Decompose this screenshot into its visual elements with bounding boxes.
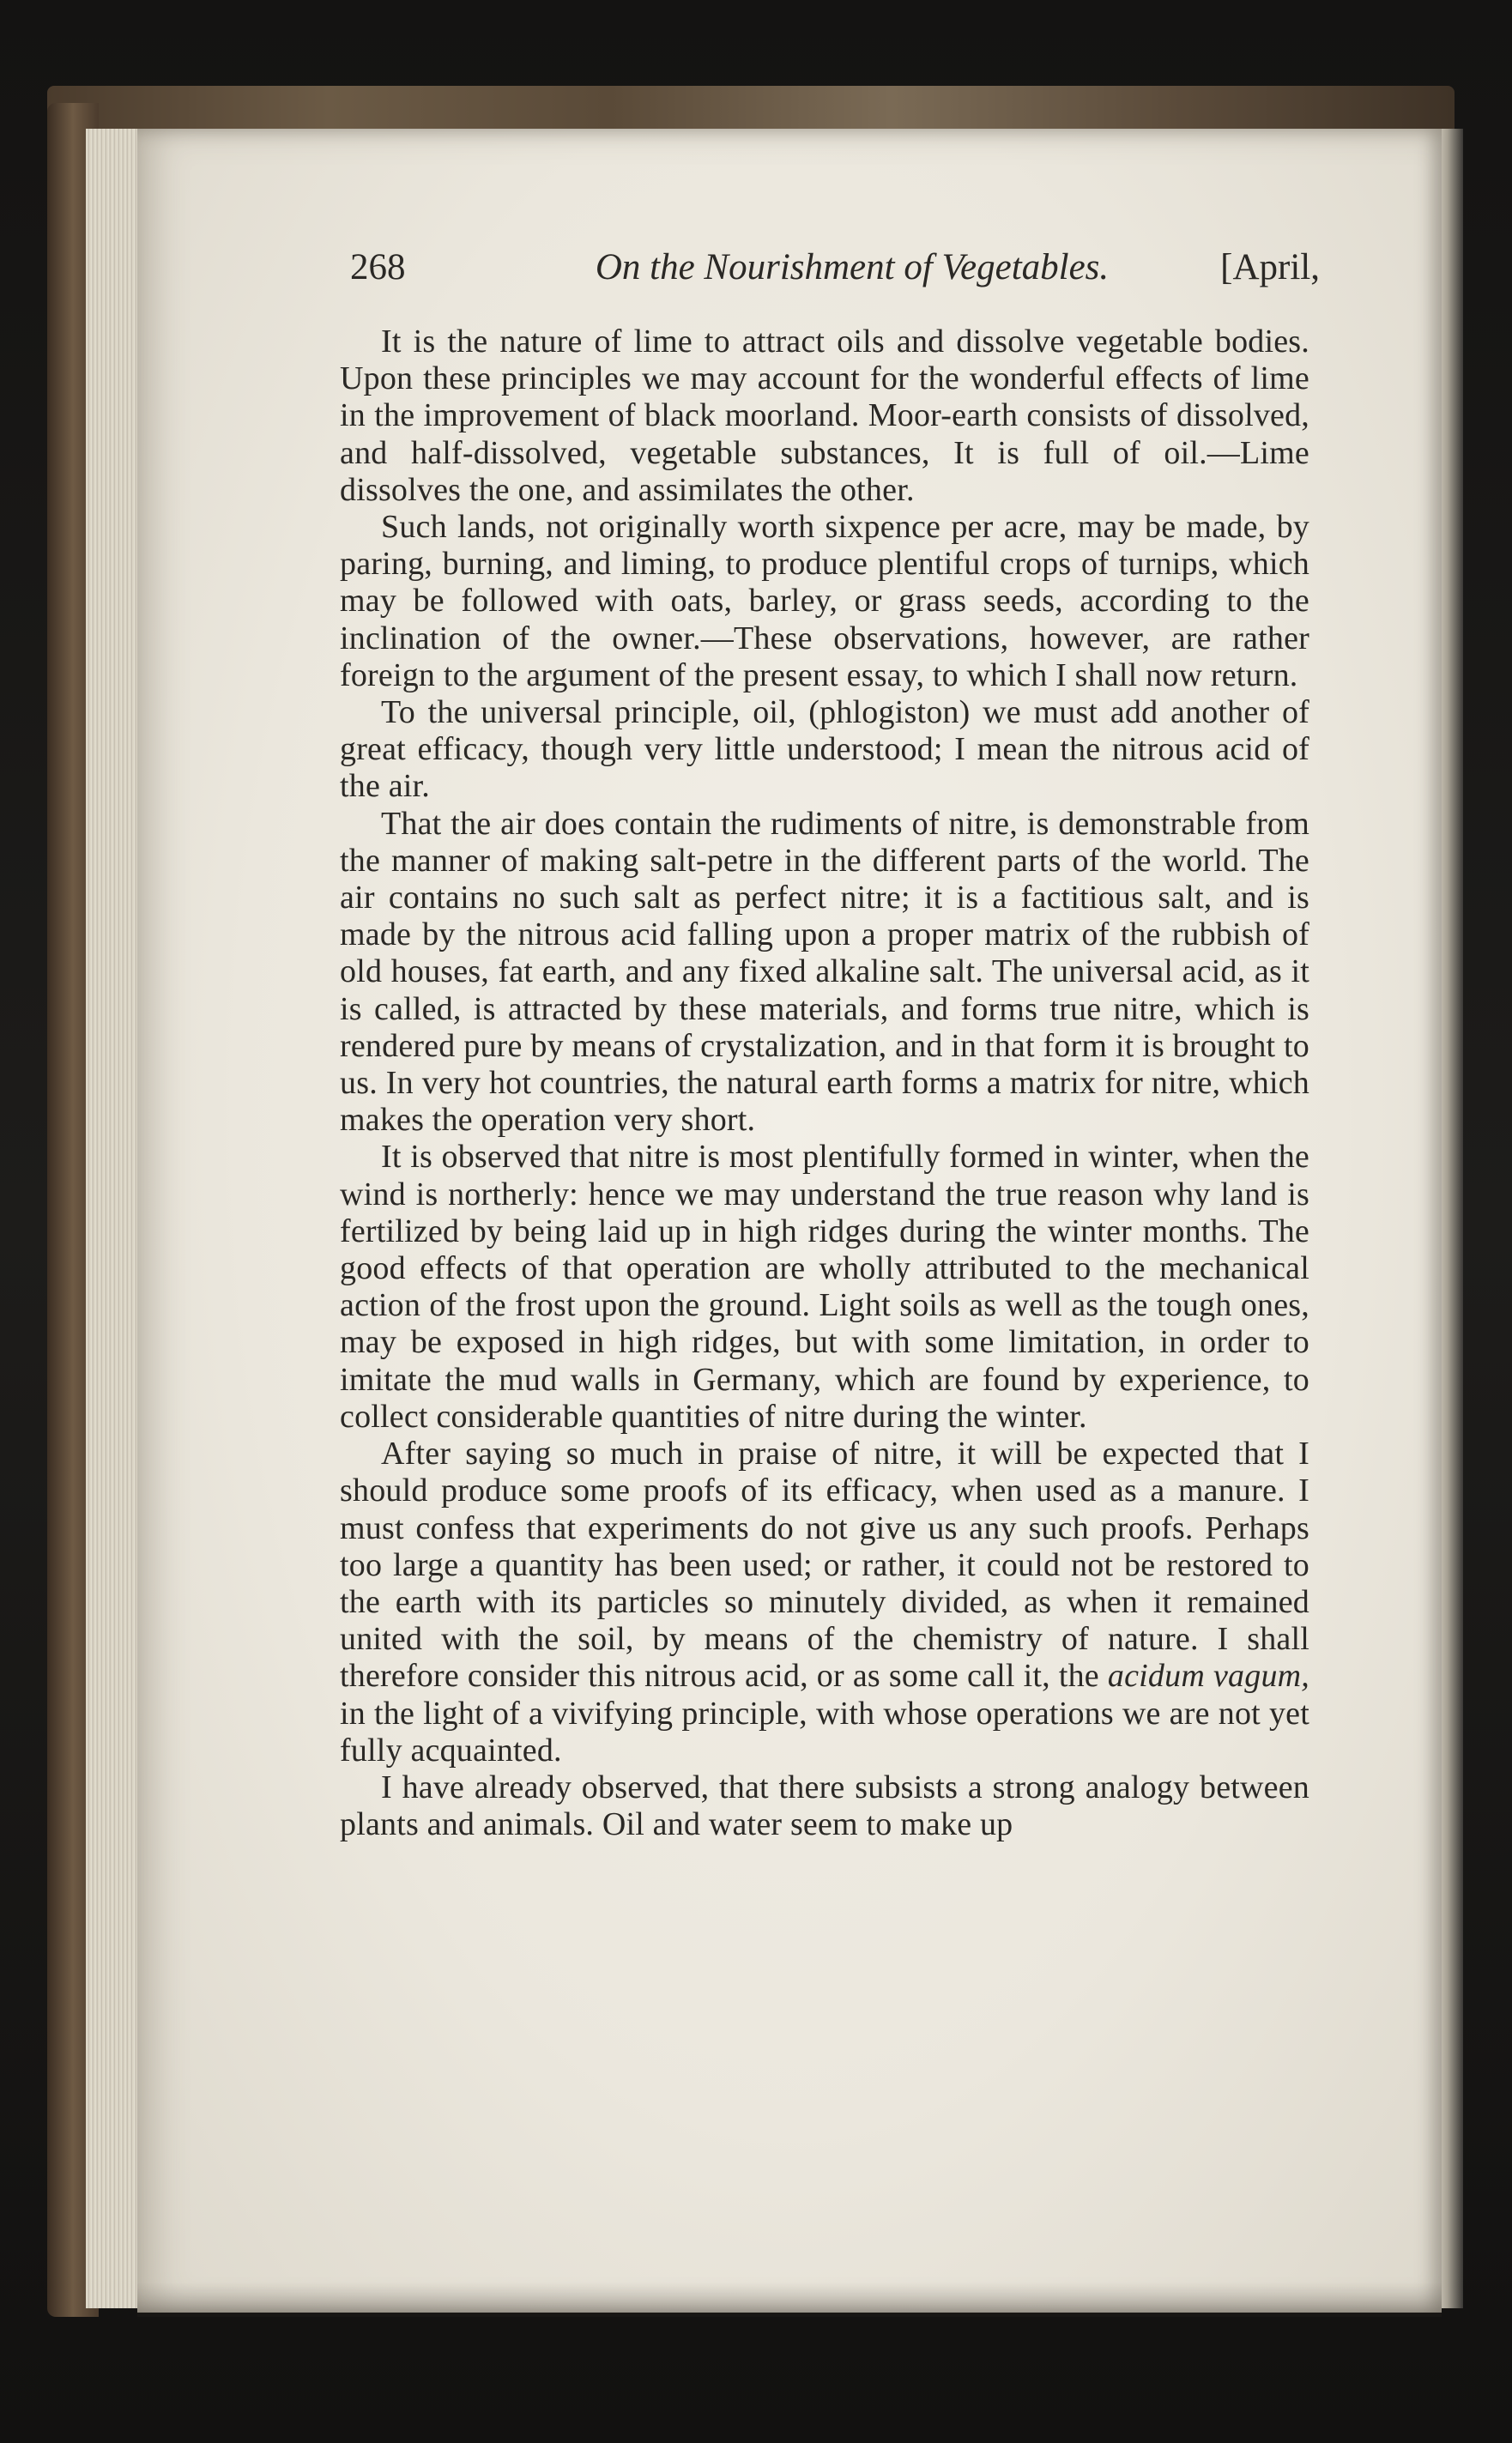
paragraph-3: To the universal principle, oil, (phlogiston) we must add another of great efficacy, though very little understood; I mean the nitrous acid of the air. <box>340 694 1309 805</box>
body-text <box>340 324 1309 1843</box>
paragraph-7: I have already observed, that there subsists a strong analogy between plants and animals. Oil and water seem to make up <box>340 1769 1309 1843</box>
running-head <box>196 247 1320 287</box>
paragraph-6-italic: acidum vagum, <box>1107 1658 1309 1695</box>
running-date: [April, <box>1220 247 1320 287</box>
running-title: On the Nourishment of Vegetables. <box>595 247 1110 287</box>
paragraph-6-start: After saying so much in praise of nitre, it will be expected that I should produce some proofs of its efficacy, when used as a manure. I must confess that experiments do not give us any such proofs. Perhaps too large a quantity has been used; or rather, it could not be restored to the earth with its particles so minutely divided, as when it remained united with the soil, by means of the chemistry of nature. I shall therefore consider this nitrous acid, or as some call it, the <box>340 1436 1309 1695</box>
paragraph-5: It is observed that nitre is most plentifully formed in winter, when the wind is northerly: hence we may understand the true reason why land is fertilized by being laid up in high ridges during the winter months. The good effects of that operation are wholly attributed to the mechanical action of the frost upon the ground. Light soils as well as the tough ones, may be exposed in high ridges, but with some limitation, in order to imitate the mud walls in Germany, which are found by experience, to collect considerable quantities of nitre during the winter. <box>340 1139 1309 1435</box>
page-content <box>196 247 1320 1843</box>
page-bottom-shadow <box>137 2283 1442 2317</box>
paragraph-2: Such lands, not originally worth sixpence per acre, may be made, by paring, burning, and liming, to produce plentiful crops of turnips, which may be followed with oats, barley, or grass seeds, according to the inclination of the owner.—These observations, however, are rather foreign to the argument of the present essay, to which I shall now return. <box>340 509 1309 693</box>
page-number: 268 <box>350 247 406 287</box>
paragraph-6 <box>340 1436 1309 1769</box>
paragraph-1: It is the nature of lime to attract oils and dissolve vegetable bodies. Upon these principles we may account for the wonderful effects of lime in the improvement of black moorland. Moor-earth consists of dissolved, and half-dissolved, vegetable substances, It is full of oil.—Lime dissolves the one, and assimilates the other. <box>340 324 1309 508</box>
paragraph-6-end: in the light of a vivifying principle, with whose operations we are not yet fully acquainted. <box>340 1695 1309 1769</box>
paragraph-4: That the air does contain the rudiments of nitre, is demonstrable from the manner of making salt-petre in the different parts of the world. The air contains no such salt as perfect nitre; it is a factitious salt, and is made by the nitrous acid falling upon a proper matrix of the rubbish of old houses, fat earth, and any fixed alkaline salt. The universal acid, as it is called, is attracted by these materials, and forms true nitre, which is rendered pure by means of crystalization, and in that form it is brought to us. In very hot countries, the natural earth forms a matrix for nitre, which makes the operation very short. <box>340 805 1309 1139</box>
